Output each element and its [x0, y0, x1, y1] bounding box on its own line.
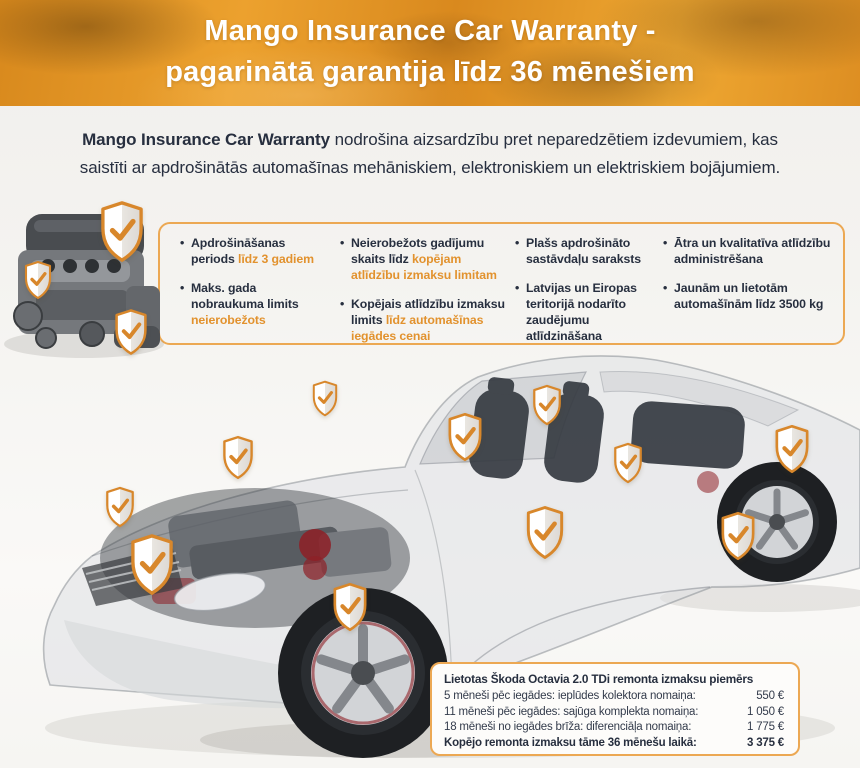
shield-check-icon [446, 412, 484, 462]
feature-column-3 [515, 235, 653, 357]
bullet-dot: • [515, 281, 520, 295]
repair-title: Lietotas Škoda Octavia 2.0 TDi remonta izmaksu piemērs [444, 672, 754, 686]
shield-check-icon [311, 380, 339, 417]
feature-item: • Maks. gada nobraukuma limits neierobežots [180, 281, 299, 327]
bullet-dot: • [340, 297, 345, 311]
repair-row-label: 5 mēneši pēc iegādes: ieplūdes kolektora nomaiņa: [444, 690, 696, 702]
shield-check-icon [98, 200, 146, 263]
repair-row-value: 1 775 € [747, 721, 784, 733]
repair-row-label: 18 mēneši no iegādes brīža: diferenciāļa nomaiņa: [444, 721, 692, 733]
bullet-dot: • [180, 281, 185, 295]
feature-column-4 [663, 235, 833, 357]
shield-check-icon [113, 308, 149, 356]
brand-name: Mango Insurance Car Warranty [82, 130, 330, 149]
shield-check-icon [104, 486, 136, 528]
intro-line1: nodrošina aizsardzību pret neparedzētiem izdevumiem, kas [329, 130, 778, 149]
shield-check-icon [128, 533, 176, 596]
feature-item: • Jaunām un lietotām automašīnām līdz 3500 kg [663, 281, 824, 311]
page-title-line2: pagarinātā garantija līdz 36 mēnešiem [165, 56, 695, 88]
feature-item: • Kopējais atlīdzību izmaksu limits līdz automašīnas iegādes cenai [340, 297, 505, 343]
shield-check-icon [221, 435, 255, 480]
feature-item: • Latvijas un Eiropas teritorijā nodarīto zaudējumu atlīdzināšana [515, 281, 637, 343]
page-title-line1: Mango Insurance Car Warranty - [204, 15, 656, 47]
shield-check-icon [773, 424, 811, 474]
repair-row-value: 1 050 € [747, 705, 784, 718]
shield-check-icon [524, 505, 566, 560]
repair-example-box [430, 662, 800, 756]
shield-check-icon [612, 442, 644, 484]
features-grid [180, 235, 830, 357]
feature-item: • Plašs apdrošināto sastāvdaļu saraksts [515, 236, 641, 266]
bullet-dot: • [515, 236, 520, 250]
bullet-dot: • [663, 236, 668, 250]
repair-row [444, 689, 784, 705]
page-title [0, 11, 860, 93]
bullet-dot: • [180, 236, 185, 250]
bullet-dot: • [340, 236, 345, 250]
feature-item: • Neierobežots gadījumu skaits līdz kopējam atlīdzību izmaksu limitam [340, 236, 497, 282]
feature-column-1 [180, 235, 330, 357]
shield-check-icon [719, 511, 757, 561]
repair-row-label: 11 mēneši pēc iegādes: sajūga komplekta nomaiņa: [444, 705, 699, 718]
repair-total-value: 3 375 € [747, 736, 784, 749]
feature-item: • Ātra un kvalitatīva atlīdzību administrēšana [663, 236, 831, 266]
repair-row [444, 705, 784, 721]
feature-item: • Apdrošināšanas periods līdz 3 gadiem [180, 236, 314, 266]
repair-total-label: Kopējo remonta izmaksu tāme 36 mēnešu laikā: [444, 736, 697, 749]
shield-check-icon [23, 260, 53, 300]
repair-row [444, 720, 784, 736]
shield-check-icon [531, 384, 563, 426]
intro-line2: saistīti ar apdrošinātās automašīnas mehāniskiem, elektroniskiem un elektriskiem bojājumiem. [79, 157, 781, 177]
intro-paragraph [0, 126, 860, 181]
repair-row-value: 550 € [756, 690, 784, 702]
shield-check-icon [331, 582, 369, 632]
header-banner [0, 0, 860, 106]
repair-total-row [444, 736, 784, 752]
bullet-dot: • [663, 281, 668, 295]
feature-column-2 [340, 235, 505, 357]
